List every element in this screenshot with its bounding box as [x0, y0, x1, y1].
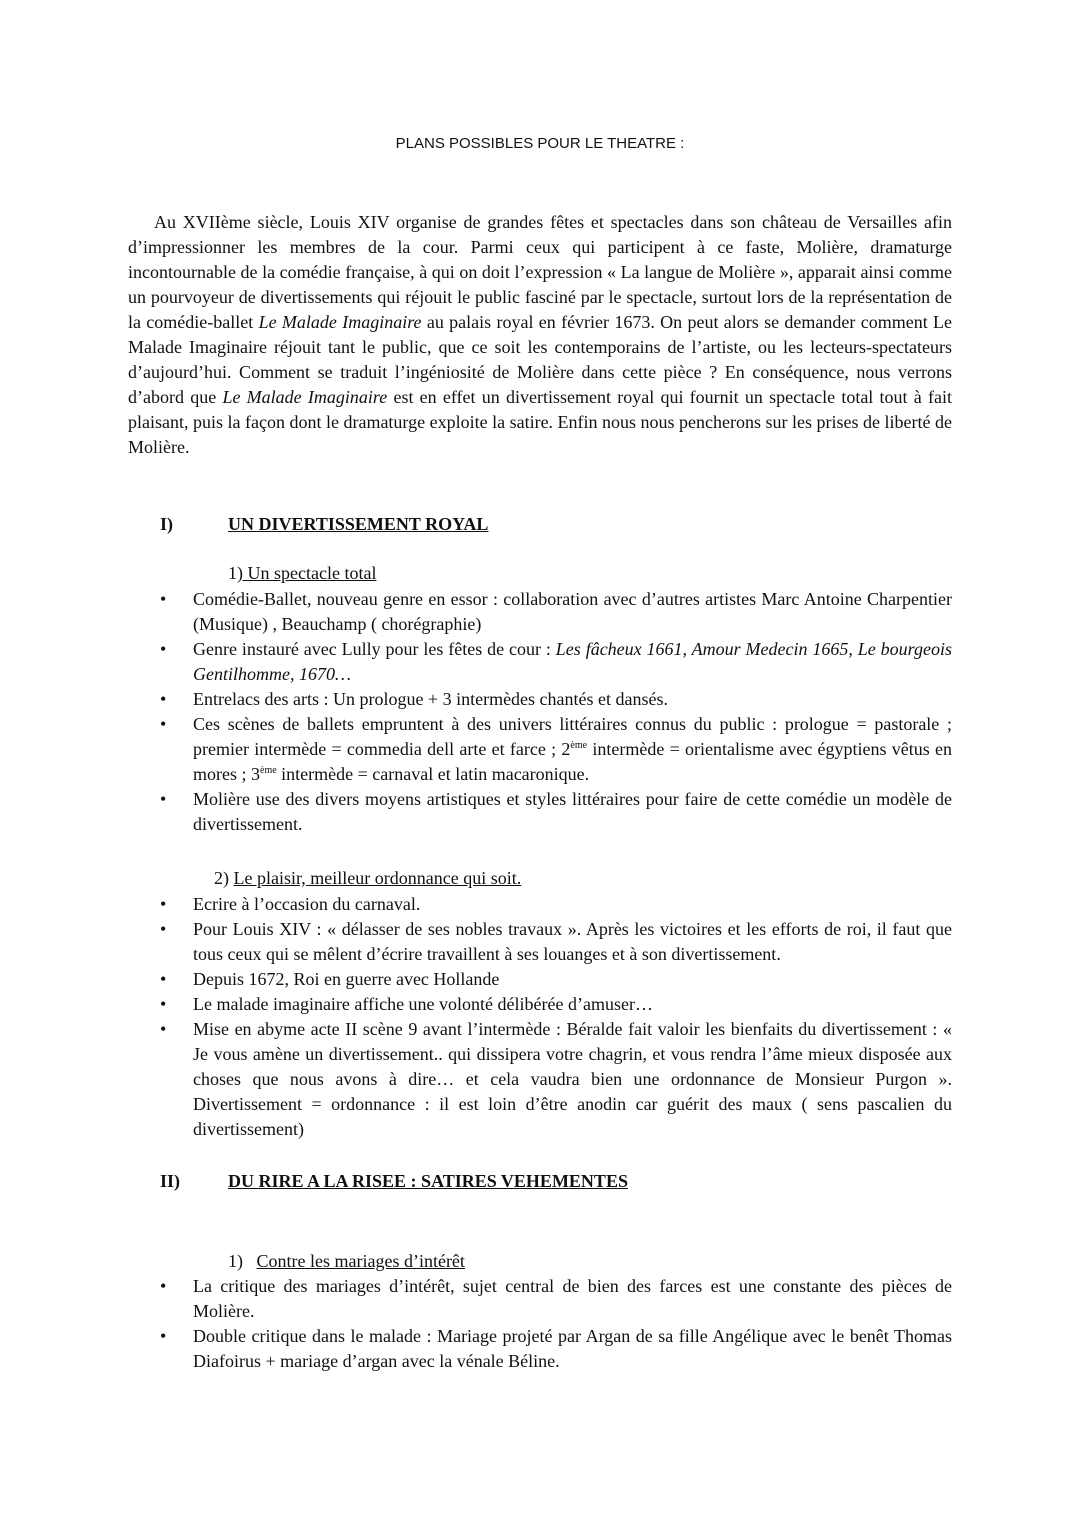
list-item: • Entrelacs des arts : Un prologue + 3 intermèdes chantés et dansés.: [160, 687, 952, 712]
list-item: [160, 712, 952, 787]
bullet-list-2-1: [160, 1274, 952, 1374]
list-item: • Depuis 1672, Roi en guerre avec Hollande: [160, 967, 952, 992]
subsection-1-1-heading: [228, 561, 376, 586]
list-item: • La critique des mariages d’intérêt, sujet central de bien des farces est une constante des pièces de Molière.: [160, 1274, 952, 1324]
intro-text: Au XVIIème siècle, Louis XIV organise de grandes fêtes et spectacles dans son château de Versailles afin d’impressionner les membres de la cour. Parmi ceux qui participent à ce faste, Molière, dramaturge incontournable de la comédie française, à qui on doit l’expression « La langue de Molière », apparait ainsi comme un pourvoyeur de divertissements qui réjouit le public fasciné par le spectacle, surtout lors de la représentation de la comédie-ballet: [128, 212, 952, 332]
section-1-heading: UN DIVERTISSEMENT ROYAL: [228, 514, 489, 534]
bullet-list-1-1: [160, 587, 952, 837]
list-item: • Molière use des divers moyens artistiques et styles littéraires pour faire de cette comédie un modèle de divertissement.: [160, 787, 952, 837]
list-item-text: Genre instauré avec Lully pour les fêtes de cour :: [193, 639, 556, 659]
intro-text: au palais royal en février 1673. On peut alors se demander comment Le Malade Imaginaire réjouit tant le public, que ce soit les contemporains de l’artiste, ou les lecteurs-spectateurs d’aujourd’hui. Comment se traduit l’ingéniosité de Molière dans cette pièce ? En conséquence, nous verrons d’abord que: [128, 312, 953, 407]
superscript: ème: [260, 765, 277, 776]
subsection-1-2-heading: [214, 866, 521, 891]
page-title: PLANS POSSIBLES POUR LE THEATRE :: [395, 135, 685, 152]
subsection-title: Contre les mariages d’intérêt: [256, 1251, 465, 1271]
subsection-title: Le plaisir, meilleur ordonnance qui soit.: [233, 868, 522, 888]
list-item-text: Ces scènes de ballets empruntent à des univers littéraires connus du public : prologue = pastorale ; premier intermède = commedia dell arte et farce ; 2: [193, 714, 952, 759]
list-item: • Mise en abyme acte II scène 9 avant l’intermède : Béralde fait valoir les bienfaits du divertissement : « Je vous amène un divertissement.. qui dissipera votre chagrin, et vous rendra l’âme mieux disposée aux choses que nous avons à dire… et cela vaudra bien une ordonnance de Monsieur Purgon ». Divertissement = ordonnance : il est loin d’être anodin car guérit des maux ( sens pascalien du divertissement): [160, 1017, 952, 1142]
list-item: • Le malade imaginaire affiche une volonté délibérée d’amuser…: [160, 992, 952, 1017]
section-1-number: I): [160, 514, 173, 534]
list-item: • Ecrire à l’occasion du carnaval.: [160, 892, 952, 917]
list-item-text: intermède = orientalisme avec égyptiens vêtus en mores ; 3: [193, 739, 953, 784]
list-item: • Double critique dans le malade : Mariage projeté par Argan de sa fille Angélique avec le benêt Thomas Diafoirus + mariage d’argan avec la vénale Béline.: [160, 1324, 952, 1374]
section-2-heading: DU RIRE A LA RISEE : SATIRES VEHEMENTES: [228, 1171, 628, 1191]
list-item-text: intermède = carnaval et latin macaronique.: [276, 764, 590, 784]
subsection-number: 1): [228, 1251, 243, 1271]
superscript: ème: [570, 740, 588, 751]
list-item: • Pour Louis XIV : « délasser de ses nobles travaux ». Après les victoires et les efforts de roi, il faut que tous ceux qui se mêlent d’écrire travaillent à ses louanges et à son divertissement.: [160, 917, 952, 967]
intro-text: est en effet un divertissement royal qui fournit un spectacle total tout à fait plaisant, puis la façon dont le dramaturge exploite la satire. Enfin nous nous pencherons sur les prises de liberté de Molière.: [128, 387, 952, 457]
subsection-number: 1: [228, 563, 237, 583]
play-title: Le Malade Imaginaire: [258, 312, 422, 332]
list-item: [160, 637, 952, 687]
section-2-number: II): [160, 1171, 181, 1191]
play-title: Le Malade Imaginaire: [222, 387, 388, 407]
bullet-list-1-2: [160, 892, 952, 1142]
subsection-number: 2): [214, 868, 234, 888]
subsection-2-1-heading: [228, 1249, 465, 1274]
list-item: • Comédie-Ballet, nouveau genre en essor : collaboration avec d’autres artistes Marc Antoine Charpentier (Musique) , Beauchamp ( chorégraphie): [160, 587, 952, 637]
subsection-title: ) Un spectacle total: [237, 563, 377, 583]
list-item-works: Les fâcheux 1661, Amour Medecin 1665, Le bourgeois Gentilhomme, 1670…: [193, 639, 952, 684]
intro-paragraph: [128, 210, 952, 460]
